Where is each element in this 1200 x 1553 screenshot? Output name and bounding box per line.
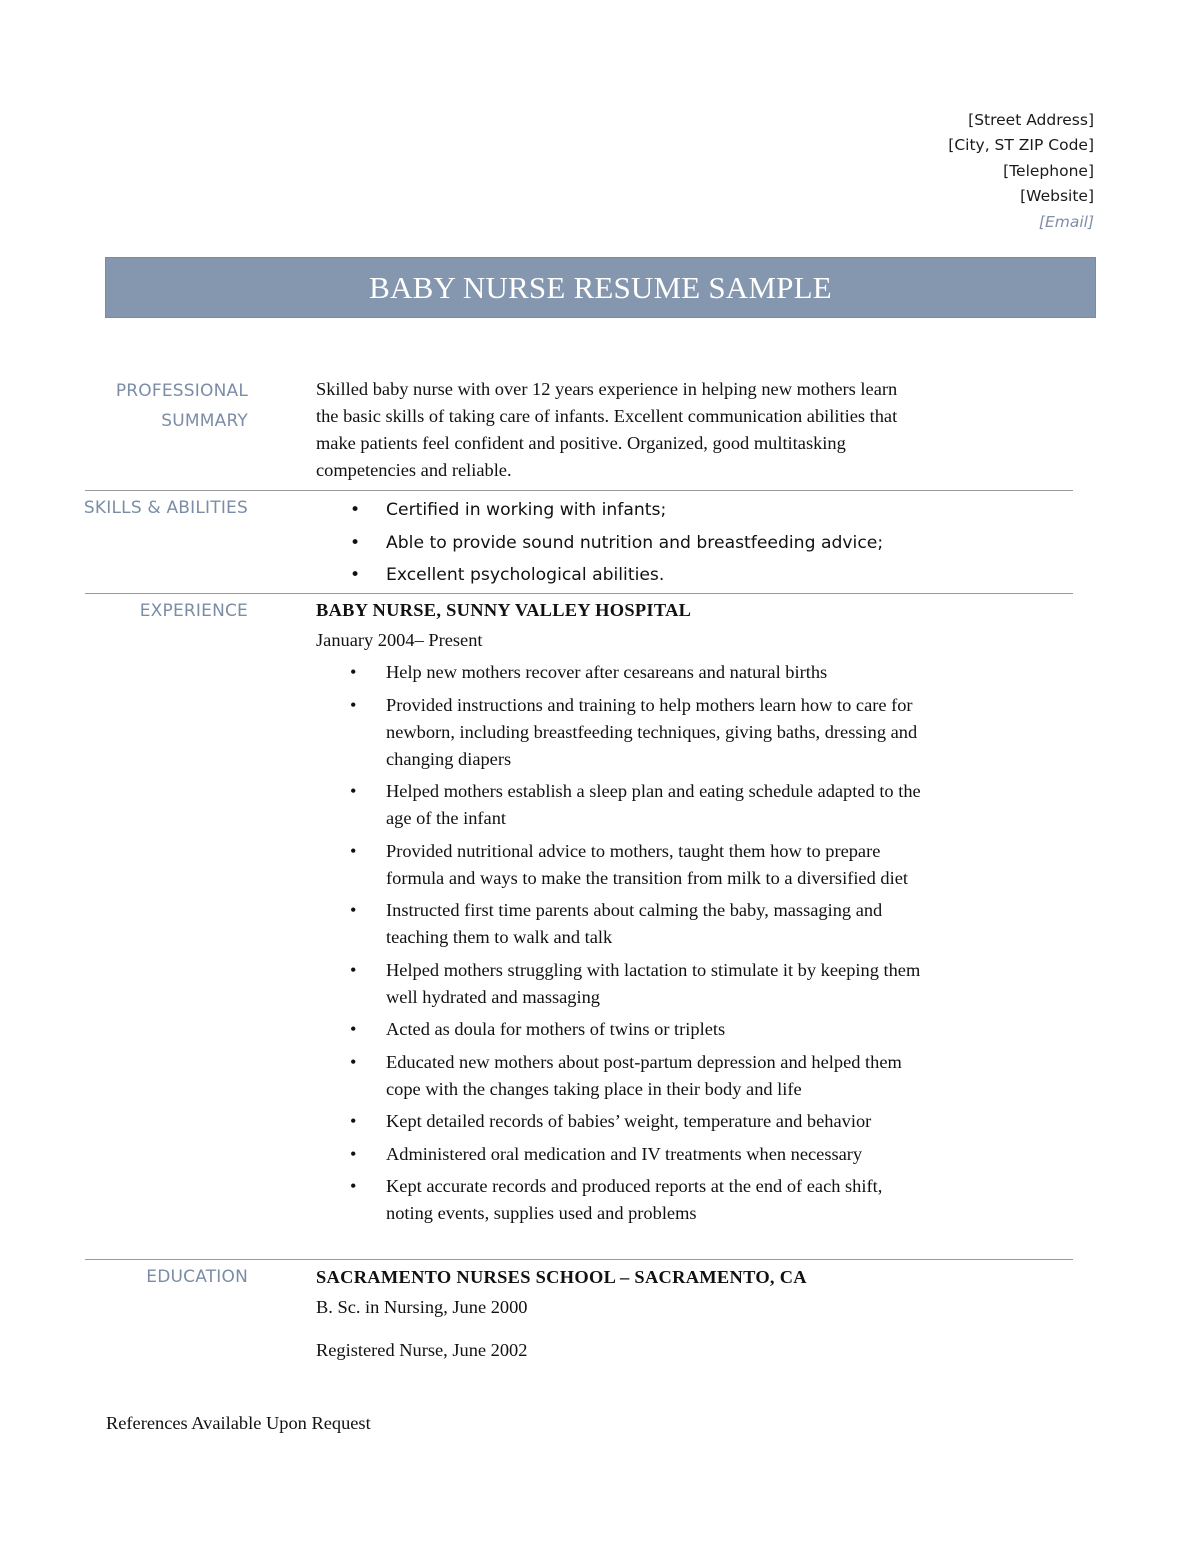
- duty-item: • Helped mothers establish a sleep plan and eating schedule adapted to the age of the infant: [316, 778, 926, 832]
- skills-list: [316, 494, 926, 592]
- duties-list: [316, 659, 926, 1233]
- section-divider: [85, 1259, 1073, 1260]
- duty-item: • Help new mothers recover after cesareans and natural births: [316, 659, 926, 686]
- school-name: SACRAMENTO NURSES SCHOOL – SACRAMENTO, CA: [316, 1267, 807, 1287]
- duty-item: • Instructed first time parents about calming the baby, massaging and teaching them to walk and talk: [316, 897, 926, 951]
- duty-item: • Kept detailed records of babies’ weight, temperature and behavior: [316, 1108, 926, 1135]
- page-title: BABY NURSE RESUME SAMPLE: [369, 269, 832, 305]
- email-link[interactable]: [Email]: [1038, 212, 1094, 231]
- city-state-zip: [City, ST ZIP Code]: [948, 136, 1094, 155]
- summary-text: Skilled baby nurse with over 12 years experience in helping new mothers learn the basic skills of taking care of infants. Excellent communication abilities that make patients feel confident and positive. Organized, good multitasking competencies and reliable.: [316, 379, 898, 480]
- job-dates: January 2004– Present: [316, 630, 483, 650]
- duty-item: • Acted as doula for mothers of twins or triplets: [316, 1016, 926, 1043]
- street-address: [Street Address]: [968, 111, 1094, 129]
- duty-item: • Educated new mothers about post-partum depression and helped them cope with the changes taking place in their body and life: [316, 1049, 926, 1103]
- summary-label: [116, 376, 248, 436]
- references-note: References Available Upon Request: [106, 1413, 371, 1433]
- degree: B. Sc. in Nursing, June 2000: [316, 1297, 528, 1317]
- summary-label-line-2: SUMMARY: [161, 411, 248, 431]
- title-banner: [105, 257, 1096, 318]
- duty-item: • Administered oral medication and IV treatments when necessary: [316, 1141, 926, 1168]
- skill-item: • Able to provide sound nutrition and breastfeeding advice;: [316, 527, 926, 560]
- duty-item: • Provided nutritional advice to mothers, taught them how to prepare formula and ways to make the transition from milk to a diversified diet: [316, 838, 926, 892]
- education-label: EDUCATION: [146, 1267, 248, 1287]
- experience-label: EXPERIENCE: [139, 601, 248, 621]
- website: [Website]: [1020, 187, 1094, 206]
- job-title: BABY NURSE, SUNNY VALLEY HOSPITAL: [316, 600, 692, 620]
- duty-item: • Kept accurate records and produced reports at the end of each shift, noting events, supplies used and problems: [316, 1173, 926, 1227]
- duty-item: • Provided instructions and training to help mothers learn how to care for newborn, including breastfeeding techniques, giving baths, dressing and changing diapers: [316, 692, 926, 773]
- section-divider: [85, 490, 1073, 491]
- summary-label-line-1: PROFESSIONAL: [115, 381, 248, 401]
- duty-item: • Helped mothers struggling with lactation to stimulate it by keeping them well hydrated and massaging: [316, 957, 926, 1011]
- section-divider: [85, 593, 1073, 594]
- skills-label: SKILLS & ABILITIES: [83, 498, 248, 518]
- telephone: [Telephone]: [1003, 161, 1094, 180]
- contact-block: [948, 108, 1094, 235]
- license: Registered Nurse, June 2002: [316, 1340, 528, 1360]
- skill-item: • Certified in working with infants;: [316, 494, 926, 527]
- skill-item: • Excellent psychological abilities.: [316, 559, 926, 592]
